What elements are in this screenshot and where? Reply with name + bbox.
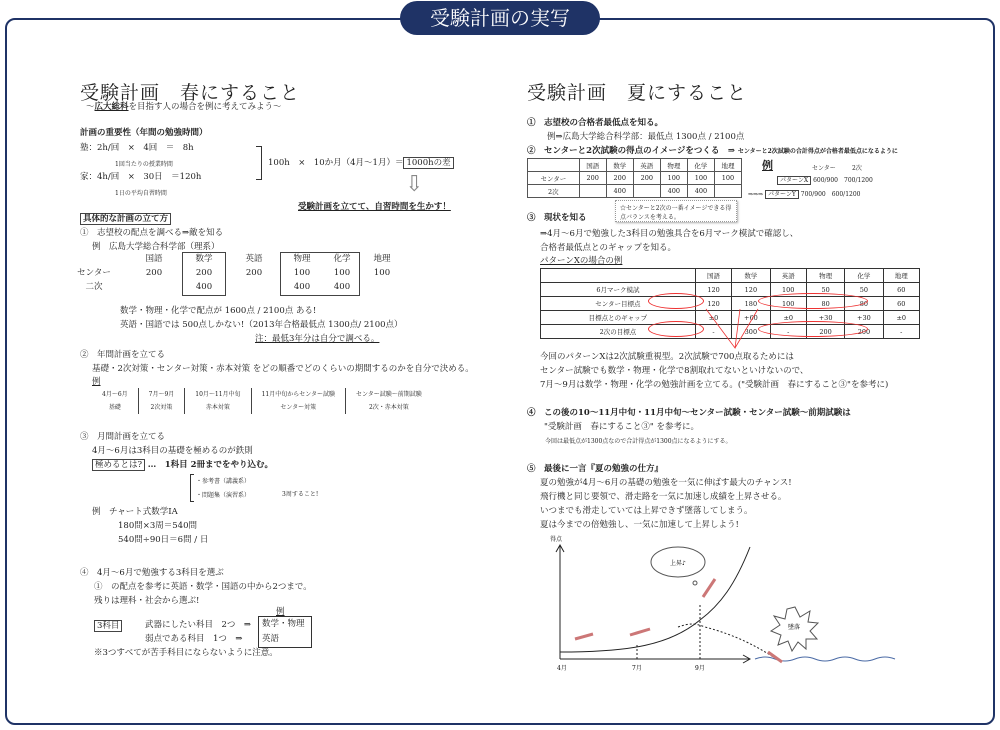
step3-def: … 1科目 2冊までをやり込む。 — [147, 460, 274, 470]
task: 2次対策 — [150, 404, 173, 411]
x-tick-label: 7月 — [632, 665, 642, 672]
s3-note2: センター試験でも数学・物理・化学で8割取れてないといけないので、 — [540, 366, 809, 376]
s5-l3: いつまでも滑走していては上昇できず墜落してしまう。 — [540, 506, 753, 516]
step2: ② 年間計画を立てる — [80, 350, 166, 360]
total-line — [268, 156, 454, 171]
s4: ④ この後の10〜11月中旬・11月中旬〜センター試験・センター試験〜前期試験は — [527, 408, 851, 418]
highlight-box — [280, 252, 360, 296]
pattern-h-second: 2次 — [852, 165, 862, 172]
guide-lines — [637, 605, 700, 659]
table-cell: - — [883, 325, 919, 339]
juku-note: 1回当たりの授業時間 — [115, 161, 173, 168]
table-cell: 200 — [195, 268, 213, 278]
total-text: 100h × 10か月（4月〜1月）＝ — [268, 158, 404, 168]
table-cell: 二次 — [85, 282, 103, 292]
s3-note3: 7月〜9月は数学・物理・化学の勉強計画を立てる。("受験計画 春にすること③"を参考に) — [540, 380, 889, 390]
table-cell: 2次の目標点 — [541, 325, 696, 339]
task: センター対策 — [280, 404, 317, 411]
table-cell: 100 — [687, 172, 714, 185]
step2-example: 例 — [92, 377, 101, 387]
table-header: 国語 — [145, 254, 163, 264]
table-header-row — [528, 159, 742, 172]
sub-post: を目指す人の場合を例に考えてみよう〜 — [128, 102, 282, 112]
table-cell: 200 — [145, 268, 163, 278]
table-cell: 60 — [883, 297, 919, 311]
table-cell: +30 — [806, 311, 844, 325]
s4-ref: "受験計画 春にすること③" を参考に。 — [544, 422, 700, 432]
down-arrow-icon: ⇩ — [405, 172, 424, 197]
table-cell: 100 — [373, 268, 391, 278]
year-plan-item — [251, 388, 345, 414]
task: 赤本対策 — [205, 404, 230, 411]
table-row — [528, 185, 742, 198]
s4-small: 今回は最低点が1300点なので合計得点が1300点になるようにする。 — [545, 438, 732, 445]
plan-title: 具体的な計画の立て方 — [80, 213, 171, 225]
answer2: 英語 — [262, 634, 280, 644]
s5-l4: 夏は今までの倍勉強し、一気に加速して上昇しよう! — [540, 520, 739, 530]
sub-u: 広大総科 — [94, 102, 129, 112]
pattern-x — [777, 175, 873, 184]
table-cell: 100 — [770, 283, 806, 297]
table-header: 数学 — [195, 254, 213, 264]
table-cell: 100 — [333, 268, 351, 278]
banner-title: 受験計画の実写 — [400, 1, 600, 35]
step3-note: 3周すること! — [282, 491, 319, 498]
table-cell: センター — [77, 268, 111, 278]
x-tick-label: 4月 — [557, 665, 567, 672]
y-axis-label: 得点 — [550, 536, 563, 543]
table-cell: 200 — [606, 172, 633, 185]
juku-line: 塾：2h/回 × 4回 ＝ 8h — [80, 143, 194, 153]
table-cell: 400 — [293, 282, 311, 292]
pattern-y-name: パターンY — [765, 190, 799, 199]
table-cell — [633, 185, 660, 198]
step4-weapon: 武器にしたい科目 2つ ⇒ — [145, 620, 252, 630]
table-cell: 200 — [845, 325, 883, 339]
highlight-circle — [758, 321, 868, 337]
table-cell: 120 — [695, 297, 731, 311]
s5-l2: 飛行機と同じ要領で、滑走路を一気に加速し成績を上昇させる。 — [540, 492, 787, 502]
table-cell: 100 — [714, 172, 741, 185]
table-cell: 100 — [770, 297, 806, 311]
step3-item1: ・参考書（講義系） — [196, 478, 251, 485]
table-header-row — [541, 269, 920, 283]
table-cell: 地理 — [883, 269, 919, 283]
airplane-icon — [575, 579, 782, 662]
period: 7月〜9月 — [148, 391, 175, 398]
table-cell: ±0 — [770, 311, 806, 325]
table-cell: ±0 — [883, 311, 919, 325]
highlight-box — [182, 252, 226, 296]
score-table — [77, 252, 391, 294]
table-cell: 100 — [660, 172, 687, 185]
bracket — [190, 474, 194, 502]
table-cell: 英語 — [633, 159, 660, 172]
step4-desc1: ① の配点を参考に英語・数学・国語の中から2つまで。 — [94, 582, 312, 592]
table-cell: 60 — [883, 283, 919, 297]
table-cell — [541, 269, 696, 283]
table-cell: 化学 — [845, 269, 883, 283]
task: 2次・赤本対策 — [368, 404, 409, 411]
table-cell: +30 — [845, 311, 883, 325]
step3: ③ 月間計画を立てる — [80, 432, 166, 442]
step1-note3: 注：最低3年分は自分で調べる。 — [255, 334, 380, 344]
table-header: 化学 — [333, 254, 351, 264]
table-cell: 2次 — [528, 185, 580, 198]
py-center: 700/900 — [800, 191, 826, 198]
home-line: 家：4h/回 × 30日 ＝120h — [80, 172, 202, 182]
table-cell: 80 — [806, 297, 844, 311]
spring-title: 受験計画 春にすること — [80, 82, 301, 104]
px-second: 700/1200 — [844, 177, 873, 184]
tooltip-note: ☆センターと2次の一番イメージできる得点バランスを考える。 — [615, 200, 737, 222]
spring-subtitle — [86, 100, 282, 115]
table-header: 英語 — [245, 254, 263, 264]
step3-box: 極めるとは? — [92, 459, 145, 471]
table-cell: 地理 — [714, 159, 741, 172]
table-cell: 400 — [687, 185, 714, 198]
step3-desc: 4月〜6月は3科目の基礎を極めるのが鉄則 — [92, 446, 253, 456]
table-cell: 120 — [695, 283, 731, 297]
arrows: ⇒⇒⇒ — [748, 191, 764, 198]
table-cell: 400 — [606, 185, 633, 198]
table-cell: 英語 — [770, 269, 806, 283]
step4-example: 例 — [276, 607, 285, 617]
table-cell: 300 — [732, 325, 770, 339]
table-row — [541, 283, 920, 297]
py-second: 600/1200 — [831, 191, 861, 198]
conclusion: 受験計画を立てて、自習時間を生かす！ — [298, 202, 451, 212]
px-center: 600/900 — [813, 177, 839, 184]
year-plan-item — [345, 388, 432, 414]
pattern-x-name: パターンX — [777, 176, 811, 185]
table-cell: 100 — [293, 268, 311, 278]
step1-example: 例 広島大学総合科学部（理系） — [92, 242, 220, 252]
s3-desc2: 合格者最低点とのギャップを知る。 — [540, 243, 677, 253]
step3-calc2: 540問÷90日＝6問 / 日 — [118, 535, 209, 545]
pattern-example: 例 — [762, 159, 773, 172]
task: 基礎 — [108, 404, 121, 411]
table-cell: 200 — [633, 172, 660, 185]
burst-text: 墜落 — [788, 624, 801, 631]
sub-pre: 〜 — [86, 102, 95, 112]
step2-desc: 基礎・2次対策・センター対策・赤本対策 をどの順番でどのくらいの期間するのかを自分で決める。 — [92, 364, 474, 374]
total-box: 1000hの差 — [403, 157, 453, 169]
table-cell: 120 — [732, 283, 770, 297]
y-axis — [556, 545, 564, 659]
table-cell: 国語 — [695, 269, 731, 283]
x-tick-label: 9月 — [695, 665, 705, 672]
table-cell: センター — [528, 172, 580, 185]
step4-caution: ※3つすべてが苦手科目にならないように注意。 — [94, 648, 278, 658]
score-image-table — [527, 158, 742, 198]
summer-title: 受験計画 夏にすること — [527, 82, 748, 104]
table-cell: 400 — [660, 185, 687, 198]
s3-desc1: ⇒4月〜6月で勉強した3科目の勉強具合を6月マーク模試で確認し、 — [540, 229, 799, 239]
period: 10月〜11月中旬 — [195, 391, 241, 398]
table-cell — [579, 185, 606, 198]
s3-note1: 今回のパターンXは2次試験重視型。2次試験で700点取るためには — [540, 352, 794, 362]
table-header: 物理 — [293, 254, 311, 264]
step4-weak: 弱点である科目 1つ ⇒ — [145, 634, 243, 644]
year-plan — [92, 388, 432, 414]
step1-note2: 英語・国語では 500点しかない!（2013年合格最低点 1300点/ 2100点） — [120, 320, 403, 330]
s5-l1: 夏の勉強が4月〜6月の基礎の勉強を一気に伸ばす最大のチャンス! — [540, 478, 792, 488]
cloud-text: 上昇♪ — [670, 560, 686, 567]
stall-curve — [678, 624, 778, 660]
year-plan-item — [184, 388, 250, 414]
period: 11月中旬からセンター試験 — [261, 391, 335, 398]
table-cell: 200 — [245, 268, 263, 278]
s3-table-title: パターンXの場合の例 — [540, 256, 623, 266]
s2-note: センターと2次試験の合計得点が合格者最低点になるように — [737, 148, 898, 155]
table-cell: 200 — [806, 325, 844, 339]
table-cell: 180 — [732, 297, 770, 311]
brace — [256, 146, 262, 180]
table-cell: 化学 — [687, 159, 714, 172]
step4-desc2: 残りは理科・社会から選ぶ! — [94, 596, 200, 606]
table-cell: センター目標点 — [541, 297, 696, 311]
table-cell: 50 — [845, 283, 883, 297]
table-cell: 400 — [333, 282, 351, 292]
table-cell — [528, 159, 580, 172]
step4-answer — [258, 616, 312, 648]
answer1: 数学・物理 — [262, 619, 305, 629]
s5: ⑤ 最後に一言『夏の勉強の仕方』 — [527, 464, 664, 474]
step1-note1: 数学・物理・化学で配点が 1600点 / 2100点 ある! — [120, 306, 317, 316]
table-cell: 80 — [845, 297, 883, 311]
step3-def-line — [92, 458, 273, 473]
table-cell: 物理 — [806, 269, 844, 283]
importance-title: 計画の重要性（年間の勉強時間） — [80, 128, 208, 138]
takeoff-graph — [520, 525, 920, 685]
home-note: 1日の平均自習時間 — [115, 190, 167, 197]
table-cell: - — [695, 325, 731, 339]
year-plan-item — [92, 388, 138, 414]
s1: ① 志望校の合格者最低点を知る。 — [527, 118, 664, 128]
highlight-circle — [758, 293, 868, 309]
table-cell: - — [770, 325, 806, 339]
step1: ① 志望校の配点を調べる⇒敵を知る — [80, 228, 224, 238]
table-cell: 6月マーク模試 — [541, 283, 696, 297]
pattern-h-center: センター — [812, 165, 836, 172]
table-cell: 200 — [579, 172, 606, 185]
table-cell: 目標点とのギャップ — [541, 311, 696, 325]
table-cell: 400 — [195, 282, 213, 292]
table-cell: 50 — [806, 283, 844, 297]
period: センター試験〜前期試験 — [355, 391, 422, 398]
table-cell — [714, 185, 741, 198]
step3-calc1: 180問×3周＝540問 — [118, 521, 197, 531]
step3-example: 例 チャート式数学ⅠA — [92, 507, 178, 517]
s3: ③ 現状を知る — [527, 213, 587, 223]
step4: ④ 4月〜6月で勉強する3科目を選ぶ — [80, 568, 224, 578]
s1-example: 例⇒広島大学総合科学部：最低点 1300点 / 2100点 — [547, 132, 745, 142]
pattern-y — [748, 189, 860, 198]
step4-box: 3科目 — [94, 620, 122, 632]
table-cell: 数学 — [732, 269, 770, 283]
table-cell: ±0 — [695, 311, 731, 325]
step3-item2: ・問題集（演習系） — [196, 492, 251, 499]
year-plan-item — [138, 388, 185, 414]
table-row — [528, 172, 742, 185]
table-cell: 数学 — [606, 159, 633, 172]
table-cell: 物理 — [660, 159, 687, 172]
x-axis — [560, 655, 750, 663]
table-header: 地理 — [373, 254, 391, 264]
period: 4月〜6月 — [102, 391, 128, 398]
table-cell: 国語 — [579, 159, 606, 172]
s2 — [527, 144, 898, 159]
s2-text: ② センターと2次試験の得点のイメージをつくる ⇒ — [527, 146, 735, 156]
table-cell: +60 — [732, 311, 770, 325]
pointer-lines — [690, 305, 770, 350]
